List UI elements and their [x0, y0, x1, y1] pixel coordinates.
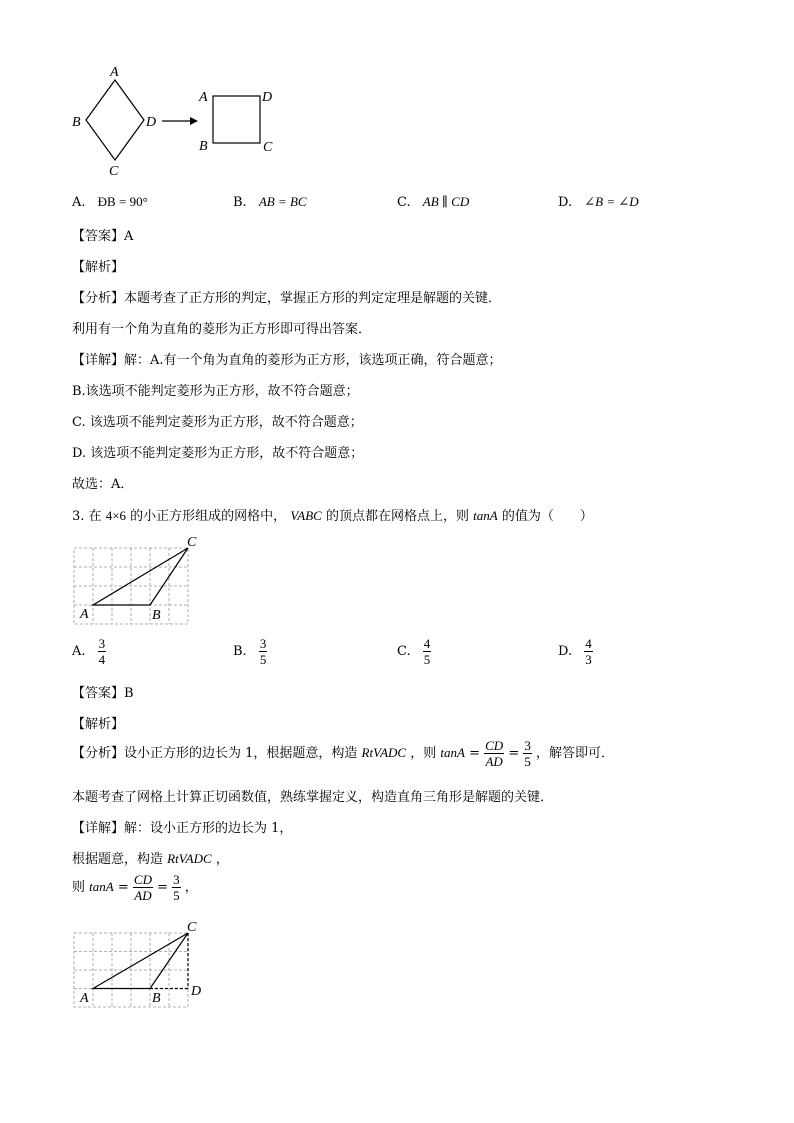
grid-lines — [74, 933, 188, 1007]
grid-label-a: A — [80, 991, 89, 1006]
q2-analysis-header: 【解析】 — [72, 260, 125, 275]
rhombus-label-left: B — [72, 115, 81, 130]
option-text: AB = BC — [258, 194, 307, 209]
option-fraction — [584, 636, 593, 667]
q3-detail3-fraction-1 — [133, 872, 153, 903]
q2-line-7: 故选：A． — [72, 477, 134, 492]
q2-option-a — [72, 194, 148, 210]
transform-arrow-head — [190, 117, 198, 125]
option-letter: C. — [397, 644, 411, 659]
option-letter: B. — [233, 195, 247, 210]
q3-option-c — [397, 636, 431, 667]
q3-stem-d: 的值为（ ） — [501, 509, 593, 524]
fraction-numerator: CD — [485, 738, 504, 753]
square-label-bl: B — [199, 139, 208, 154]
option-letter: C. — [397, 195, 411, 210]
q3-analysis-tan: tanA — [440, 745, 465, 760]
rhombus-square-figure — [66, 60, 296, 185]
option-text: ∠B = ∠D — [584, 194, 639, 209]
rhombus-label-right: D — [146, 115, 157, 130]
q3-detail3-eq1: = — [117, 880, 129, 895]
q3-option-d — [558, 636, 593, 667]
fraction-denominator: 5 — [423, 652, 431, 667]
q3-option-a — [72, 636, 106, 667]
rhombus-label-bottom: C — [109, 164, 119, 179]
grid-triangle-figure — [66, 534, 216, 630]
option-letter: A. — [72, 644, 86, 659]
grid-triangle-d-figure — [66, 918, 216, 1010]
q3-answer: 【答案】B — [72, 686, 134, 701]
q3-analysis-eq1: = — [469, 746, 480, 761]
q3-analysis-eq2: = — [508, 746, 520, 761]
q2-line-4: B.该选项不能判定菱形为正方形，故不符合题意； — [72, 384, 359, 399]
grid-label-c: C — [187, 535, 197, 550]
grid-label-c: C — [187, 920, 197, 935]
q3-analysis-a: 【分析】设小正方形的边长为 1，根据题意，构造 — [72, 746, 358, 761]
q3-detail3-b: ， — [184, 880, 198, 895]
fraction-numerator: CD — [133, 872, 152, 887]
q3-detail3-eq2: = — [157, 880, 169, 895]
option-fraction — [423, 636, 432, 667]
q3-detail-1: 【详解】解：设小正方形的边长为 1， — [72, 821, 293, 836]
q3-detail2-rt: RtVADC — [167, 851, 212, 866]
q3-stem-c: 的顶点都在网格点上，则 — [326, 509, 470, 524]
q3-option-b — [233, 636, 267, 667]
rhombus-label-top: A — [110, 65, 119, 80]
rhombus-shape — [86, 80, 144, 160]
option-text: AB ∥ CD — [422, 194, 470, 209]
q2-line-3: 【详解】解：A.有一个角为直角的菱形为正方形，该选项正确，符合题意； — [72, 353, 502, 368]
fraction-denominator: AD — [485, 754, 503, 769]
q3-analysis-fraction-2 — [523, 738, 532, 769]
fraction-denominator: AD — [134, 888, 152, 903]
option-letter: D. — [558, 644, 573, 659]
q3-analysis-header: 【解析】 — [72, 717, 125, 732]
square-label-tl: A — [199, 90, 208, 105]
q2-line-2: 利用有一个角为直角的菱形为正方形即可得出答案． — [72, 322, 372, 337]
fraction-denominator: 5 — [259, 652, 267, 667]
q3-analysis-c: ，解答即可． — [536, 746, 615, 761]
q3-stem-a: 3. 在 — [72, 509, 102, 524]
fraction-numerator: 3 — [259, 636, 267, 651]
square-shape — [213, 96, 260, 143]
q3-detail-2 — [72, 848, 229, 867]
grid-label-d: D — [191, 984, 202, 999]
q2-line-5: C. 该选项不能判定菱形为正方形，故不符合题意； — [72, 415, 363, 430]
q2-line-6: D. 该选项不能判定菱形为正方形，故不符合题意； — [72, 446, 364, 461]
grid-label-b: B — [152, 608, 161, 623]
grid-label-a: A — [80, 607, 89, 622]
q2-answer: 【答案】A — [72, 229, 134, 244]
q3-stem-b: 的小正方形组成的网格中， — [130, 509, 287, 524]
fraction-denominator: 5 — [524, 754, 531, 769]
triangle-abc — [93, 548, 188, 605]
fraction-numerator: 4 — [423, 636, 431, 651]
q3-analysis-rt: RtVADC — [361, 745, 407, 760]
fraction-numerator: 3 — [524, 738, 531, 753]
grid-label-b: B — [152, 991, 161, 1006]
triangle-abc — [93, 933, 188, 989]
fraction-numerator: 3 — [98, 636, 106, 651]
option-letter: A. — [72, 195, 86, 210]
q3-detail3-fraction-2 — [172, 872, 181, 903]
q3-detail3-tan: tanA — [89, 879, 114, 894]
q3-stem-triangle: VABC — [290, 508, 322, 523]
q3-line-2: 本题考查了网格上计算正切函数值，熟练掌握定义，构造直角三角形是解题的关键． — [72, 790, 554, 805]
fraction-numerator: 4 — [585, 636, 592, 651]
q3-detail-3 — [72, 872, 198, 903]
q3-analysis-fraction-1 — [484, 738, 504, 769]
option-letter: B. — [233, 644, 247, 659]
q3-stem-grid: 4×6 — [105, 508, 127, 523]
option-text: ÐB = 90° — [97, 194, 148, 209]
q2-line-1: 【分析】本题考查了正方形的判定，掌握正方形的判定定理是解题的关键． — [72, 291, 502, 306]
square-label-br: C — [263, 140, 273, 155]
option-fraction — [259, 636, 268, 667]
q2-option-b — [233, 194, 307, 210]
q3-analysis-b: ，则 — [410, 746, 437, 761]
square-label-tr: D — [262, 90, 273, 105]
option-fraction — [98, 636, 107, 667]
q3-detail2-b: ， — [215, 852, 229, 867]
fraction-denominator: 3 — [585, 652, 592, 667]
grid-lines — [74, 548, 188, 624]
fraction-denominator: 5 — [173, 888, 180, 903]
q3-stem — [72, 505, 593, 524]
q3-stem-tan: tanA — [473, 508, 498, 523]
option-letter: D. — [558, 195, 573, 210]
q3-detail2-a: 根据题意，构造 — [72, 852, 164, 867]
q2-option-c — [397, 194, 469, 210]
fraction-numerator: 3 — [173, 872, 180, 887]
q2-option-d — [558, 194, 639, 210]
fraction-denominator: 4 — [98, 652, 106, 667]
q3-detail3-a: 则 — [72, 880, 86, 895]
q3-analysis-line — [72, 738, 614, 769]
